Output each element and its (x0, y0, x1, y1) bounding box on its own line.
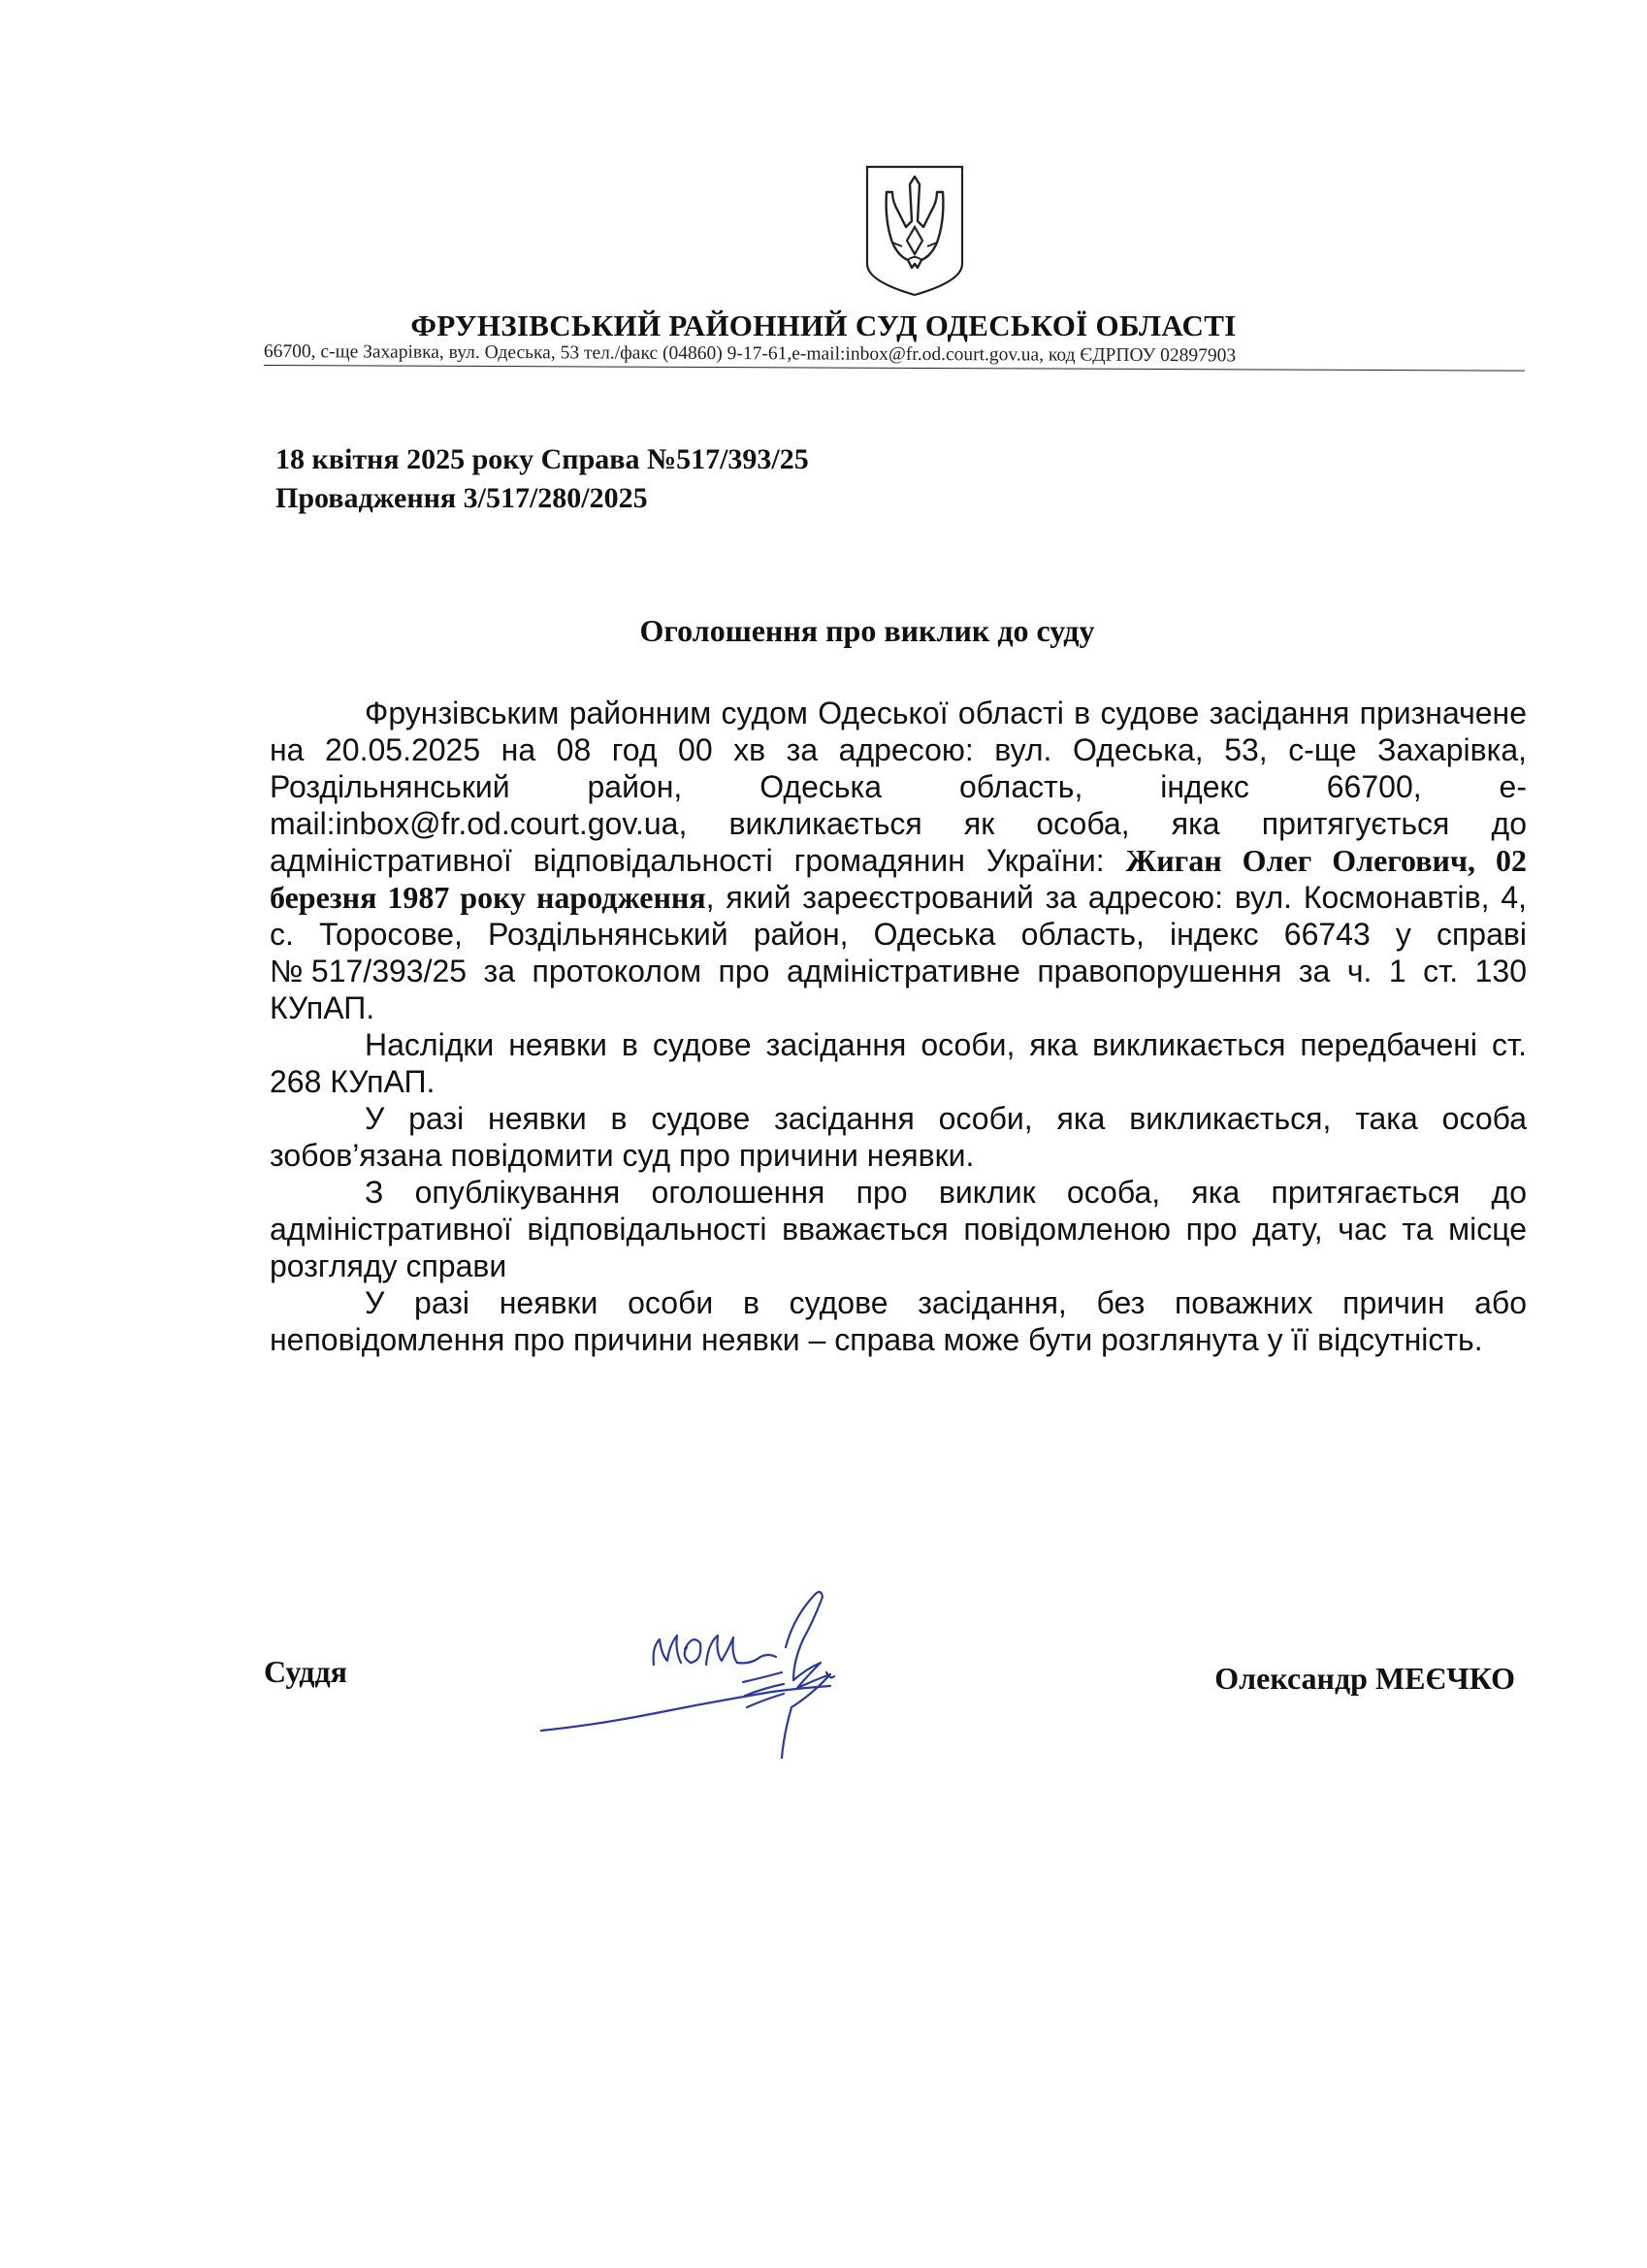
proceeding-number: Провадження 3/517/280/2025 (275, 482, 648, 514)
case-meta (275, 440, 809, 518)
judge-label: Суддя (264, 1654, 347, 1689)
judge-name: Олександр МЕЄЧКО (1214, 1661, 1515, 1696)
document-title: Оголошення про виклик до суду (639, 613, 1095, 648)
paragraph-notification: З опублікування оголошення про виклик особа, яка притягається до адміністративної відповідальності вважається повідомленою про дату, час та місце розгляду справи (270, 1175, 1527, 1283)
signature-icon (539, 1579, 927, 1764)
paragraph-consequences: Наслідки неявки в судове засідання особи, яка викликається передбачені ст. 268 КУпАП. (270, 1027, 1527, 1099)
court-name: ФРУНЗІВСЬКИЙ РАЙОННИЙ СУД ОДЕСЬКОЇ ОБЛАСТІ (410, 308, 1237, 342)
coat-of-arms-icon (863, 163, 966, 299)
paragraph-obligation: У разі неявки в судове засідання особи, яка викликається, така особа зобов’язана повідомити суд про причини неявки. (270, 1101, 1527, 1173)
document-body (270, 695, 1527, 1358)
person-name-birthdate: Жиган Олег Олегович, 02 березня 1987 року народження (270, 843, 1527, 915)
paragraph-absence: У разі неявки особи в судове засідання, без поважних причин або неповідомлення про причини неявки – справа може бути розглянута у її відсутність. (270, 1285, 1527, 1357)
paragraph-summons-part1: Фрунзівським районним судом Одеської області в судове засідання призначене на 20.05.2025 на 08 год 00 хв за адресою: вул. Одеська, 53, с-ще Захарівка, Роздільнянський район, Одеська область, індекс 66700, e-mail:inbox@fr.od.court.gov.ua, викликається як особа, яка притягується до адміністративної відповідальності громадянин України: (270, 696, 1527, 878)
case-date-number: 18 квітня 2025 року Справа №517/393/25 (275, 443, 809, 475)
paragraph-summons (270, 695, 1527, 1026)
court-address: 66700, с-ще Захарівка, вул. Одеська, 53 тел./факс (04860) 9-17-61,e-mail:inbox@fr.od.court.gov.ua, код ЄДРПОУ 02897903 (264, 341, 1525, 372)
paragraph-summons-part2: , який зареєстрований за адресою: вул. Космонавтів, 4, с. Торосове, Роздільнянський район, Одеська область, індекс 66743 у справі №517/393/25 за протоколом про адміністративне правопорушення за ч. 1 ст. 130 КУпАП. (270, 880, 1527, 1025)
